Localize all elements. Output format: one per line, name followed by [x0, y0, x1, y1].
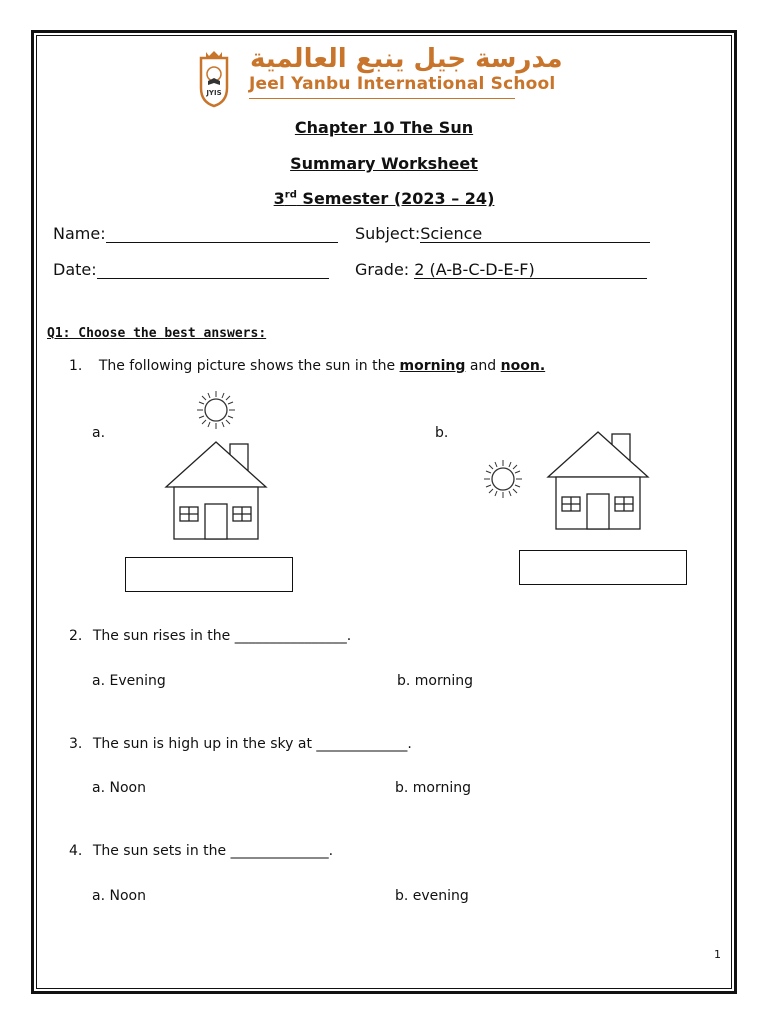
option-2b[interactable]: b. morning — [397, 673, 474, 689]
question-3-number: 3. — [69, 736, 83, 752]
subject-value: Science — [420, 224, 650, 243]
date-field — [53, 260, 329, 279]
name-blank[interactable] — [106, 224, 338, 243]
q1-heading: Q1: Choose the best answers: — [47, 326, 267, 341]
question-3 — [69, 736, 412, 752]
sun-icon — [482, 458, 524, 500]
name-field — [53, 224, 338, 243]
option-4a[interactable]: a. Noon — [92, 888, 146, 904]
school-name-arabic: مدرسة جيل ينبع العالمية — [250, 44, 563, 74]
grade-field — [355, 260, 647, 279]
date-label: Date: — [53, 260, 97, 279]
option-1b-label: b. — [435, 425, 449, 441]
school-logo — [193, 48, 235, 108]
question-3-text: The sun is high up in the sky at _____________. — [92, 736, 412, 752]
name-label: Name: — [53, 224, 106, 243]
chapter-title: Chapter 10 The Sun — [294, 118, 474, 137]
date-blank[interactable] — [97, 260, 329, 279]
option-4b[interactable]: b. evening — [395, 888, 469, 904]
question-4-number: 4. — [69, 843, 83, 859]
logo-divider — [249, 98, 515, 99]
house-icon — [546, 430, 650, 532]
question-4 — [69, 843, 333, 859]
question-4-text: The sun sets in the ______________. — [92, 843, 334, 859]
option-3b[interactable]: b. morning — [395, 780, 472, 796]
option-3a[interactable]: a. Noon — [92, 780, 146, 796]
option-1a-label: a. — [92, 425, 106, 441]
grade-value: 2 (A-B-C-D-E-F) — [414, 260, 647, 279]
worksheet-title: Summary Worksheet — [290, 154, 478, 173]
answer-box-b[interactable] — [519, 550, 687, 585]
school-name-english: Jeel Yanbu International School — [249, 74, 556, 94]
keyword-morning: morning — [399, 358, 466, 374]
question-1: 1. The following picture shows the sun in the morning and noon. — [69, 358, 546, 374]
house-icon — [164, 440, 268, 542]
keyword-noon: noon. — [500, 358, 546, 374]
subject-field — [355, 224, 650, 243]
grade-label: Grade: — [355, 260, 415, 279]
sun-icon — [195, 389, 237, 431]
subject-label: Subject: — [355, 224, 421, 243]
option-2a[interactable]: a. Evening — [92, 673, 166, 689]
question-2-number: 2. — [69, 628, 83, 644]
answer-box-a[interactable] — [125, 557, 293, 592]
question-2 — [69, 628, 351, 644]
question-2-text: The sun rises in the ________________. — [92, 628, 352, 644]
question-1-number: 1. — [69, 358, 83, 374]
svg-text:JYIS: JYIS — [206, 89, 222, 97]
semester-title: 3rd Semester (2023 – 24) — [273, 189, 495, 208]
page-number: 1 — [714, 948, 721, 961]
